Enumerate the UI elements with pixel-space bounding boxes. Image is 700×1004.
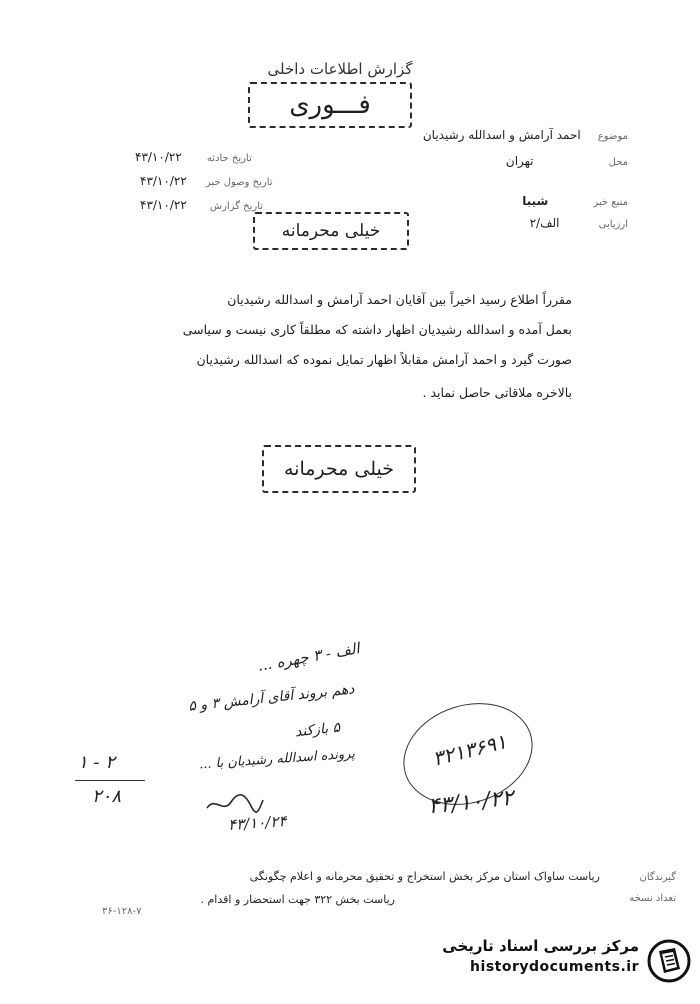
recipients-line-1: ریاست ساواک استان مرکز بخش استخراج و تحقیق محرمانه و اعلام چگونگی [249,870,600,883]
classification-stamp-bottom [262,445,416,493]
evaluation-label: ارزیابی [598,219,628,230]
watermark-title: مرکز بررسی اسناد تاریخی [442,937,639,955]
fraction-divider [75,780,145,781]
side-number: ۲۰۸ [92,786,122,807]
watermark-logo [412,935,697,997]
evaluation-row [530,212,628,231]
body-line: صورت گیرد و احمد آرامش مقابلاً اظهار تمایل نموده که اسدالله رشیدیان [196,352,572,367]
location-row [506,150,628,169]
side-fraction: ۱ - ۲ [78,752,115,773]
report-date-label: تاریخ گزارش [209,201,264,212]
source-label: منبع خبر [593,197,628,208]
receipt-date-value: ۴۳/۱۰/۲۲ [140,174,187,188]
classification-stamp-top-text: خیلی محرمانه [281,221,381,241]
event-date-label: تاریخ حادثه [206,153,252,164]
event-date-value: ۴۳/۱۰/۲۲ [135,150,182,164]
circled-number: ۳۲۱۳۶۹۱ [430,729,509,771]
subject-value: احمد آرامش و اسدالله رشیدیان [422,128,581,142]
classification-stamp-top [253,212,409,250]
body-line: بعمل آمده و اسدالله رشیدیان اظهار داشته که مطلقاً کاری نیست و سیاسی [182,322,572,337]
reference-code: ۳۶-۱۲۸-۷ [102,906,142,917]
date-stamp: ۴۳/۱۰/۲۲ [426,785,515,820]
urgent-stamp-text: فـــوری [289,90,371,120]
evaluation-value: الف/۲ [529,216,560,230]
receipt-date-label: تاریخ وصول خبر [205,177,273,188]
recipients-label: گیرندگان [639,872,676,883]
copies-label: تعداد نسخه [629,893,676,904]
event-date-row [135,146,252,165]
watermark-url: historydocuments.ir [470,959,639,975]
location-value: تهران [505,154,534,168]
document-logo-icon [647,939,691,983]
handwritten-note-3: ۵ بازکند [294,719,341,741]
body-line: مقرراً اطلاع رسید اخیراً بین آقایان احمد آرامش و اسدالله رشیدیان [227,292,572,307]
handwritten-note-1: الف - ۳ چهره ... [256,639,361,675]
handwritten-note-4: پرونده اسدالله رشیدیان با ... [198,746,356,773]
recipients-line-2: ریاست بخش ۳۲۲ جهت استحضار و اقدام . [200,893,395,906]
classification-stamp-bottom-text: خیلی محرمانه [283,458,394,480]
subject-label: موضوع [597,131,628,142]
report-date-value: ۴۳/۱۰/۲۲ [140,198,187,212]
source-row [522,190,628,209]
report-heading: گزارش اطلاعات داخلی [267,60,413,78]
urgent-stamp [248,82,412,128]
location-label: محل [608,157,628,168]
source-value: شیبا [522,194,549,208]
body-line: بالاخره ملاقاتی حاصل نماید . [422,385,572,400]
subject-row [423,124,628,143]
signature-date: ۴۳/۱۰/۲۴ [227,811,288,835]
signature-scribble [205,792,265,816]
handwritten-note-2: دهم بروند آقای آرامش ۳ و ۵ [187,681,356,715]
receipt-date-row [140,170,273,189]
report-date-row [140,194,263,213]
